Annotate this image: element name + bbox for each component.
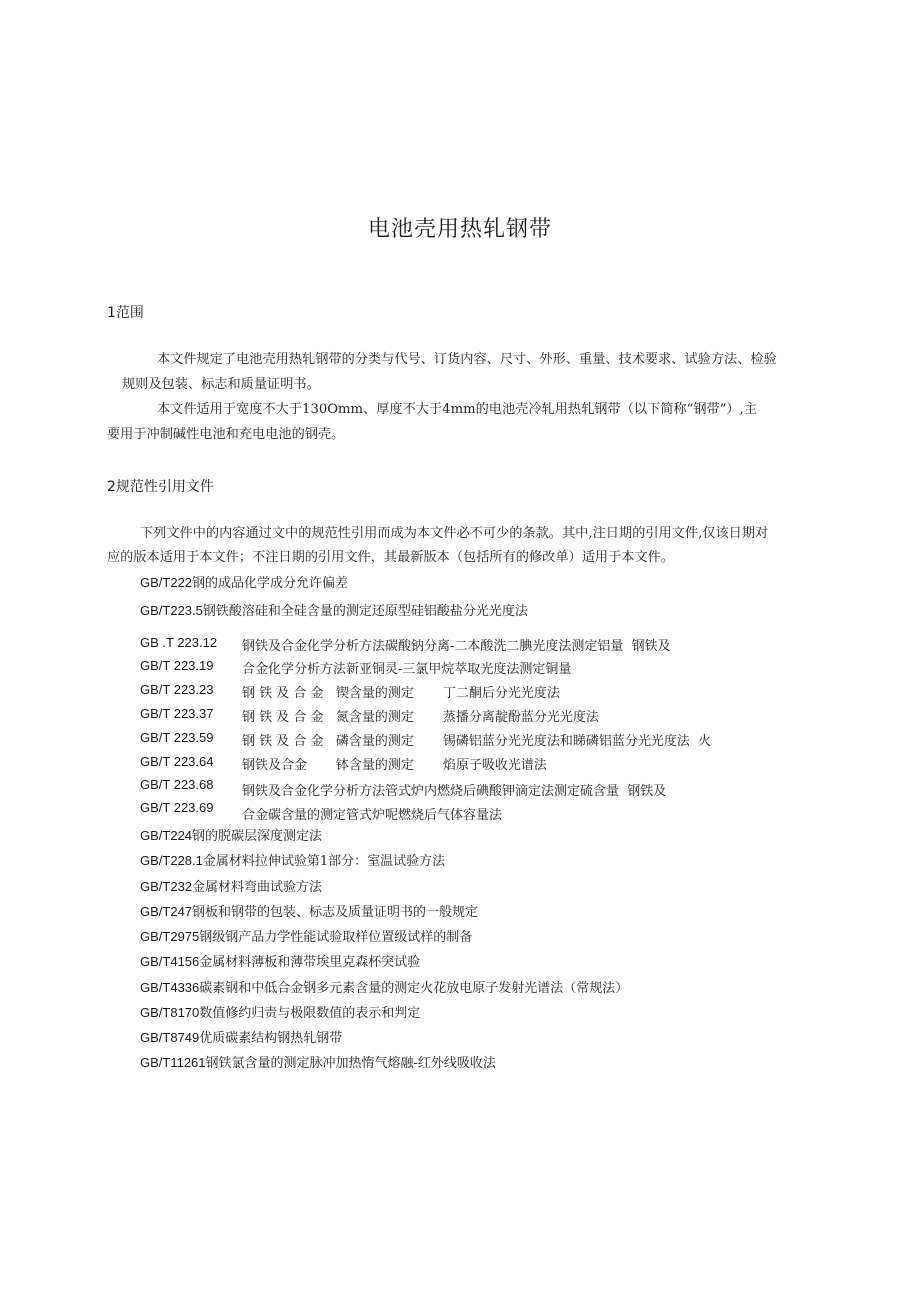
reference-item: [140, 1002, 420, 1021]
reference-code: GB/T224: [140, 828, 193, 843]
reference-code: GB/T247: [140, 904, 193, 919]
reference-title: 合金碳含量的测定管式炉呢燃烧后气体容量法: [242, 808, 503, 823]
reference-title: 金属材料弯曲试验方法: [192, 880, 323, 895]
reference-item: [140, 825, 322, 844]
section-1-para2-line1: 本文件适用于宽度不大于130Omm、厚度不大于4mm的电池壳冷轧用热轧钢带（以下简称“钢带”）,主: [157, 402, 758, 417]
reference-title: 合金化学分析方法新亚铜灵-三氯甲烷萃取光度法测定铜量: [242, 662, 572, 677]
reference-title: 钢铁及合金化学分析方法管式炉内燃烧后碘酸钾滴定法测定硫含量 钢铁及: [242, 784, 667, 799]
reference-title: 数值修约归责与极限数值的表示和判定: [199, 1006, 421, 1021]
reference-title: 碳素钢和中低合金钢多元素含量的测定火花放电原子发射光谱法（常规法）: [199, 981, 629, 996]
reference-title: 钢 铁 及 合 金 磷含量的测定 锡磷铝蓝分光光度法和睇磷铝蓝分光光度法 火: [242, 734, 712, 749]
reference-code: GB/T 223.37: [140, 706, 214, 721]
reference-code: GB/T222: [140, 575, 193, 590]
reference-title: 钢的脱碳层深度测定法: [192, 829, 323, 844]
reference-item: [140, 951, 420, 970]
reference-title: 优质碳素结构钢热轧钢带: [199, 1031, 343, 1046]
document-title: 电池壳用热轧钢带: [367, 217, 552, 242]
reference-title: 钢铁及合金 钵含量的测定 焰原子吸收光谱法: [242, 758, 547, 773]
reference-code: GB/T 223.23: [140, 682, 214, 697]
reference-title: 钢铁及合金化学分析方法碳酸钠分离-二本酸洗二腆光度法测定铝量 钢铁及: [242, 639, 671, 654]
reference-item: [140, 600, 528, 619]
reference-title: 钢级钢产品力学性能试验取样位置级试样的制备: [199, 930, 473, 945]
reference-code: GB/T11261: [140, 1055, 206, 1070]
reference-item: [140, 901, 478, 920]
reference-title: 金属材料拉伸试验第1部分：室温试验方法: [202, 854, 446, 869]
reference-code: GB/T 223.19: [140, 658, 214, 673]
reference-code: GB/T 223.68: [140, 777, 214, 792]
reference-code: GB/T 223.59: [140, 730, 214, 745]
reference-code: GB/T223.5: [140, 603, 203, 618]
section-1-heading: 1范围: [107, 305, 144, 321]
reference-item: [140, 850, 445, 869]
reference-code: GB/T232: [140, 879, 193, 894]
section-2-heading: 2规范性引用文件: [107, 479, 214, 495]
section-1-para1-line1: 本文件规定了电池壳用热轧钢带的分类与代号、订货内容、尺寸、外形、重量、技术要求、试验方法、检验: [157, 352, 777, 367]
reference-code: GB/T 223.69: [140, 800, 214, 815]
reference-item: [140, 876, 322, 895]
reference-item: [140, 572, 348, 591]
reference-title: 钢板和钢带的包装、标志及质量证明书的一般规定: [192, 905, 479, 920]
reference-code: GB/T8749: [140, 1030, 200, 1045]
reference-code: GB/T228.1: [140, 853, 203, 868]
reference-item: [140, 926, 472, 945]
reference-title: 钢铁氯含量的测定脉冲加热惰气熔融-红外线吸收法: [205, 1056, 496, 1071]
reference-code: GB/T4156: [140, 954, 200, 969]
reference-item: [140, 1027, 342, 1046]
reference-title: 钢铁酸溶硅和全硅含量的测定还原型硅铝酸盐分光光度法: [202, 604, 528, 619]
reference-code: GB .T 223.12: [140, 635, 218, 650]
reference-code: GB/T 223.64: [140, 754, 214, 769]
reference-code: GB/T4336: [140, 980, 200, 995]
reference-title: 钢 铁 及 合 金 氮含量的测定 蒸播分离靛酚蓝分光光度法: [242, 710, 599, 725]
reference-code: GB/T8170: [140, 1005, 200, 1020]
reference-item: [140, 1052, 496, 1071]
reference-title: 金属材料薄板和薄带埃里克森杯突试验: [199, 955, 421, 970]
reference-title: 钢 铁 及 合 金 锲含量的测定 丁二酮后分光光度法: [242, 686, 560, 701]
section-2-intro-line1: 下列文件中的内容通过文中的规范性引用而成为本文件必不可少的条款。其中,注日期的引用文件,仅该日期对: [140, 526, 769, 541]
reference-code: GB/T2975: [140, 929, 200, 944]
section-2-intro-line2: 应的版本适用于本文件；不注日期的引用文件，其最新版本（包括所有的修改单）适用于本文件。: [107, 550, 675, 565]
section-1-para1-line2: 规则及包装、标志和质量证明书。: [122, 377, 320, 392]
section-1-para2-line2: 要用于冲制碱性电池和充电电池的钢壳。: [107, 427, 345, 442]
reference-title: 钢的成品化学成分允许偏差: [192, 576, 349, 591]
reference-item: [140, 977, 628, 996]
